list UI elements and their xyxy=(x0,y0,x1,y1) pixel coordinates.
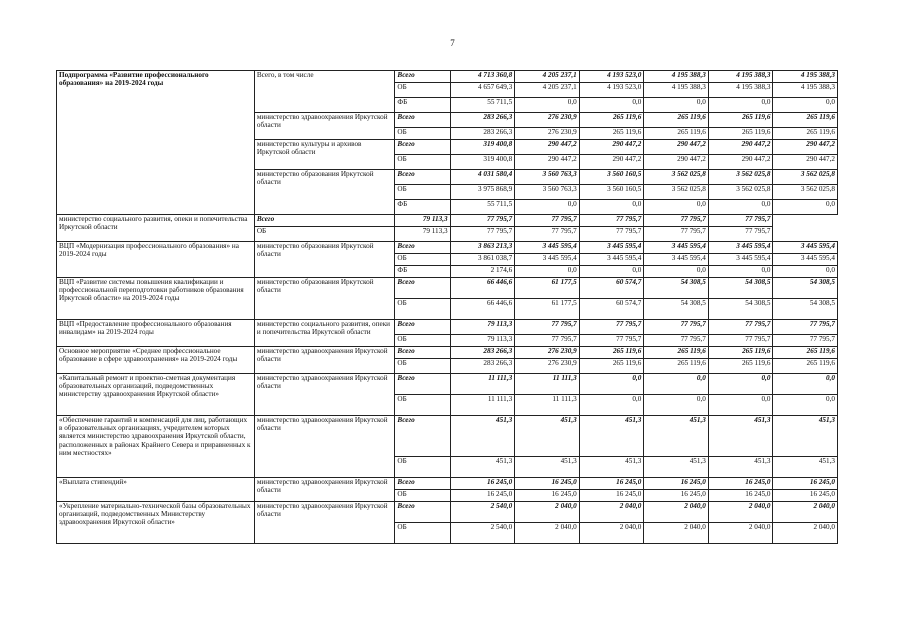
amount-cell: 16 245,0 xyxy=(450,490,515,502)
amount-cell: 54 308,5 xyxy=(708,278,773,299)
amount-cell: 451,3 xyxy=(515,416,580,457)
amount-cell: 79 113,3 xyxy=(395,227,450,242)
amount-cell: 3 445 595,4 xyxy=(579,242,644,254)
amount-cell: 66 446,6 xyxy=(450,278,515,299)
amount-cell: 60 574,7 xyxy=(579,299,644,320)
amount-cell: 54 308,5 xyxy=(773,278,838,299)
responsible-cell: министерство здравоохранения Иркутской области xyxy=(254,347,395,374)
amount-cell: 3 562 025,8 xyxy=(644,185,709,200)
table-row xyxy=(57,242,838,254)
amount-cell: 66 446,6 xyxy=(450,299,515,320)
responsible-cell: министерство социального развития, опеки и попечительства Иркутской области xyxy=(57,215,255,242)
amount-cell: 16 245,0 xyxy=(450,478,515,490)
amount-cell: 265 119,6 xyxy=(579,128,644,140)
funding-source-cell: ФБ xyxy=(395,200,450,215)
funding-source-cell: ОБ xyxy=(395,359,450,374)
amount-cell: 4 031 580,4 xyxy=(450,170,515,185)
amount-cell: 16 245,0 xyxy=(773,478,838,490)
amount-cell: 77 795,7 xyxy=(579,320,644,335)
responsible-cell: министерство образования Иркутской области xyxy=(254,170,395,215)
amount-cell: 290 447,2 xyxy=(644,140,709,155)
amount-cell: 3 861 038,7 xyxy=(450,254,515,266)
amount-cell: 2 040,0 xyxy=(708,502,773,523)
amount-cell: 0,0 xyxy=(644,374,709,395)
amount-cell: 265 119,6 xyxy=(773,347,838,359)
amount-cell: 11 111,3 xyxy=(450,374,515,395)
amount-cell: 4 205 237,1 xyxy=(515,83,580,98)
amount-cell: 0,0 xyxy=(708,395,773,416)
amount-cell: 3 445 595,4 xyxy=(644,254,709,266)
amount-cell: 55 711,5 xyxy=(450,98,515,113)
funding-source-cell: ОБ xyxy=(395,128,450,140)
amount-cell: 2 174,6 xyxy=(450,266,515,278)
amount-cell: 55 711,5 xyxy=(450,200,515,215)
program-name-cell: Основное мероприятие «Среднее профессиональное образование в сфере здравоохранения» на 2019-2024 годы xyxy=(57,347,255,374)
funding-source-cell: ОБ xyxy=(254,227,395,242)
funding-source-cell: ОБ xyxy=(395,395,450,416)
amount-cell: 3 562 025,8 xyxy=(644,170,709,185)
amount-cell: 265 119,6 xyxy=(708,359,773,374)
funding-source-cell: ОБ xyxy=(395,254,450,266)
amount-cell: 0,0 xyxy=(579,395,644,416)
amount-cell: 0,0 xyxy=(708,200,773,215)
amount-cell: 265 119,6 xyxy=(773,113,838,128)
amount-cell: 2 040,0 xyxy=(579,523,644,544)
amount-cell: 16 245,0 xyxy=(579,490,644,502)
funding-source-cell: Всего xyxy=(395,416,450,457)
funding-source-cell: ОБ xyxy=(395,155,450,170)
amount-cell: 3 445 595,4 xyxy=(708,242,773,254)
funding-source-cell: ОБ xyxy=(395,299,450,320)
amount-cell: 3 445 595,4 xyxy=(644,242,709,254)
amount-cell: 0,0 xyxy=(579,98,644,113)
amount-cell: 77 795,7 xyxy=(515,335,580,347)
amount-cell: 290 447,2 xyxy=(708,140,773,155)
amount-cell: 451,3 xyxy=(579,416,644,457)
amount-cell: 0,0 xyxy=(579,200,644,215)
amount-cell: 451,3 xyxy=(450,416,515,457)
program-name-cell: ВЦП «Модернизация профессионального образования» на 2019-2024 годы xyxy=(57,242,255,278)
amount-cell: 3 445 595,4 xyxy=(579,254,644,266)
amount-cell: 4 195 388,3 xyxy=(644,71,709,83)
table-row xyxy=(57,215,838,227)
amount-cell: 276 230,9 xyxy=(515,359,580,374)
amount-cell: 2 040,0 xyxy=(579,502,644,523)
funding-source-cell: Всего xyxy=(395,320,450,335)
amount-cell: 4 193 523,0 xyxy=(579,83,644,98)
funding-source-cell: Всего xyxy=(395,71,450,83)
amount-cell: 283 266,3 xyxy=(450,347,515,359)
amount-cell: 0,0 xyxy=(773,395,838,416)
amount-cell: 319 400,8 xyxy=(450,155,515,170)
amount-cell: 11 111,3 xyxy=(450,395,515,416)
amount-cell: 265 119,6 xyxy=(644,128,709,140)
amount-cell: 319 400,8 xyxy=(450,140,515,155)
funding-source-cell: Всего xyxy=(395,478,450,490)
amount-cell: 290 447,2 xyxy=(644,155,709,170)
table-row xyxy=(57,374,838,395)
amount-cell: 4 657 649,3 xyxy=(450,83,515,98)
amount-cell: 2 040,0 xyxy=(773,523,838,544)
amount-cell: 77 795,7 xyxy=(708,227,773,242)
amount-cell: 0,0 xyxy=(515,200,580,215)
amount-cell: 0,0 xyxy=(708,374,773,395)
amount-cell: 4 195 388,3 xyxy=(644,83,709,98)
program-name-cell: ВЦП «Развитие системы повышения квалификации и профессиональной переподготовки работников образования Иркутской области» на 2019-2024 годы xyxy=(57,278,255,320)
amount-cell: 77 795,7 xyxy=(579,227,644,242)
table-row xyxy=(57,416,838,457)
amount-cell: 265 119,6 xyxy=(579,347,644,359)
amount-cell: 3 445 595,4 xyxy=(515,254,580,266)
funding-source-cell: Всего xyxy=(395,170,450,185)
amount-cell: 2 040,0 xyxy=(644,502,709,523)
program-name-cell: «Выплата стипендий» xyxy=(57,478,255,502)
amount-cell: 11 111,3 xyxy=(515,395,580,416)
amount-cell: 77 795,7 xyxy=(515,227,580,242)
amount-cell: 3 863 213,3 xyxy=(450,242,515,254)
table-row xyxy=(57,478,838,490)
funding-source-cell: Всего xyxy=(395,113,450,128)
amount-cell: 0,0 xyxy=(773,200,838,215)
responsible-cell: министерство здравоохранения Иркутской области xyxy=(254,502,395,544)
amount-cell: 61 177,5 xyxy=(515,278,580,299)
amount-cell: 0,0 xyxy=(773,266,838,278)
amount-cell: 0,0 xyxy=(773,374,838,395)
amount-cell: 0,0 xyxy=(644,266,709,278)
amount-cell: 0,0 xyxy=(515,266,580,278)
amount-cell: 265 119,6 xyxy=(644,113,709,128)
table-row xyxy=(57,502,838,523)
amount-cell: 0,0 xyxy=(773,98,838,113)
amount-cell: 77 795,7 xyxy=(579,335,644,347)
amount-cell: 16 245,0 xyxy=(708,490,773,502)
amount-cell: 451,3 xyxy=(644,416,709,457)
amount-cell: 265 119,6 xyxy=(708,113,773,128)
amount-cell: 77 795,7 xyxy=(515,215,580,227)
amount-cell: 2 540,0 xyxy=(450,502,515,523)
amount-cell: 4 205 237,1 xyxy=(515,71,580,83)
amount-cell: 451,3 xyxy=(579,457,644,478)
amount-cell: 60 574,7 xyxy=(579,278,644,299)
amount-cell: 3 560 160,5 xyxy=(579,170,644,185)
table-row xyxy=(57,320,838,335)
program-name-cell: «Капитальный ремонт и проектно-сметная документация образовательных организаций, подведомственных министерству здравоохранения Иркутской области» xyxy=(57,374,255,416)
amount-cell: 2 540,0 xyxy=(450,523,515,544)
amount-cell: 290 447,2 xyxy=(579,140,644,155)
amount-cell: 265 119,6 xyxy=(644,359,709,374)
program-name-cell: «Обеспечение гарантий и компенсаций для лиц, работающих в образовательных организациях, учредителем которых является министерство здравоохранения Иркутской области, расположенных в районах Крайнего Севера и приравненных к ним местностях» xyxy=(57,416,255,478)
amount-cell: 16 245,0 xyxy=(579,478,644,490)
amount-cell: 11 111,3 xyxy=(515,374,580,395)
amount-cell: 3 445 595,4 xyxy=(515,242,580,254)
amount-cell: 16 245,0 xyxy=(773,490,838,502)
funding-source-cell: ОБ xyxy=(395,523,450,544)
responsible-cell: министерство здравоохранения Иркутской области xyxy=(254,478,395,502)
amount-cell: 54 308,5 xyxy=(773,299,838,320)
amount-cell: 2 040,0 xyxy=(515,502,580,523)
amount-cell: 77 795,7 xyxy=(644,227,709,242)
amount-cell: 2 040,0 xyxy=(644,523,709,544)
amount-cell: 265 119,6 xyxy=(708,128,773,140)
amount-cell: 16 245,0 xyxy=(644,490,709,502)
amount-cell: 0,0 xyxy=(708,98,773,113)
funding-source-cell: ОБ xyxy=(395,490,450,502)
funding-source-cell: ФБ xyxy=(395,98,450,113)
amount-cell: 3 560 763,3 xyxy=(515,170,580,185)
amount-cell: 3 562 025,8 xyxy=(708,170,773,185)
amount-cell: 16 245,0 xyxy=(644,478,709,490)
funding-source-cell: Всего xyxy=(395,502,450,523)
funding-source-cell: Всего xyxy=(395,347,450,359)
amount-cell: 265 119,6 xyxy=(579,113,644,128)
amount-cell: 265 119,6 xyxy=(644,347,709,359)
amount-cell: 0,0 xyxy=(708,266,773,278)
amount-cell: 2 040,0 xyxy=(773,502,838,523)
amount-cell: 77 795,7 xyxy=(579,215,644,227)
amount-cell: 4 195 388,3 xyxy=(708,83,773,98)
amount-cell: 79 113,3 xyxy=(450,335,515,347)
amount-cell: 77 795,7 xyxy=(644,215,709,227)
amount-cell: 77 795,7 xyxy=(773,335,838,347)
amount-cell: 283 266,3 xyxy=(450,359,515,374)
funding-source-cell: ОБ xyxy=(395,185,450,200)
page-number: 7 xyxy=(450,38,455,48)
amount-cell: 77 795,7 xyxy=(708,335,773,347)
responsible-cell: министерство образования Иркутской области xyxy=(254,242,395,278)
responsible-cell: министерство здравоохранения Иркутской области xyxy=(254,416,395,478)
amount-cell: 3 445 595,4 xyxy=(773,254,838,266)
amount-cell: 451,3 xyxy=(708,416,773,457)
responsible-cell: министерство культуры и архивов Иркутской области xyxy=(254,140,395,170)
amount-cell: 79 113,3 xyxy=(450,320,515,335)
amount-cell: 2 040,0 xyxy=(708,523,773,544)
responsible-cell: министерство образования Иркутской области xyxy=(254,278,395,320)
amount-cell: 0,0 xyxy=(515,98,580,113)
amount-cell: 4 193 523,0 xyxy=(579,71,644,83)
amount-cell: 54 308,5 xyxy=(644,278,709,299)
amount-cell: 451,3 xyxy=(644,457,709,478)
amount-cell: 283 266,3 xyxy=(450,113,515,128)
amount-cell: 79 113,3 xyxy=(395,215,450,227)
amount-cell: 77 795,7 xyxy=(450,215,515,227)
funding-source-cell: ОБ xyxy=(395,335,450,347)
funding-source-cell: Всего xyxy=(395,374,450,395)
amount-cell: 3 445 595,4 xyxy=(773,242,838,254)
amount-cell: 77 795,7 xyxy=(773,320,838,335)
amount-cell: 77 795,7 xyxy=(644,320,709,335)
amount-cell: 265 119,6 xyxy=(708,347,773,359)
amount-cell: 290 447,2 xyxy=(515,140,580,155)
amount-cell: 0,0 xyxy=(579,266,644,278)
amount-cell: 265 119,6 xyxy=(773,128,838,140)
amount-cell: 4 195 388,3 xyxy=(708,71,773,83)
funding-source-cell: Всего xyxy=(254,215,395,227)
funding-source-cell: Всего xyxy=(395,278,450,299)
table-row xyxy=(57,278,838,299)
amount-cell: 3 560 763,3 xyxy=(515,185,580,200)
amount-cell: 16 245,0 xyxy=(515,478,580,490)
amount-cell: 3 562 025,8 xyxy=(708,185,773,200)
amount-cell: 54 308,5 xyxy=(644,299,709,320)
amount-cell: 4 195 388,3 xyxy=(773,83,838,98)
amount-cell: 290 447,2 xyxy=(515,155,580,170)
program-name-cell: «Укрепление материально-технической базы образовательных организаций, подведомственных Министерству здравоохранения Иркутской области» xyxy=(57,502,255,544)
amount-cell: 0,0 xyxy=(644,395,709,416)
amount-cell: 290 447,2 xyxy=(773,140,838,155)
responsible-cell: Всего, в том числе xyxy=(254,71,395,113)
amount-cell: 4 713 360,8 xyxy=(450,71,515,83)
responsible-cell: министерство социального развития, опеки и попечительства Иркутской области xyxy=(254,320,395,347)
funding-source-cell: Всего xyxy=(395,242,450,254)
amount-cell: 16 245,0 xyxy=(515,490,580,502)
responsible-cell: министерство здравоохранения Иркутской области xyxy=(254,113,395,140)
program-name-cell: Подпрограмма «Развитие профессионального образования» на 2019-2024 годы xyxy=(57,71,255,215)
amount-cell: 451,3 xyxy=(773,457,838,478)
amount-cell: 3 975 868,9 xyxy=(450,185,515,200)
budget-table xyxy=(56,70,838,544)
amount-cell: 77 795,7 xyxy=(708,320,773,335)
amount-cell: 0,0 xyxy=(644,200,709,215)
funding-source-cell: Всего xyxy=(395,140,450,155)
amount-cell: 290 447,2 xyxy=(773,155,838,170)
amount-cell: 0,0 xyxy=(644,98,709,113)
table-row xyxy=(57,71,838,83)
amount-cell: 3 562 025,8 xyxy=(773,170,838,185)
amount-cell: 77 795,7 xyxy=(450,227,515,242)
amount-cell: 276 230,9 xyxy=(515,128,580,140)
funding-source-cell: ОБ xyxy=(395,457,450,478)
program-name-cell: ВЦП «Предоставление профессионального образования инвалидам» на 2019-2024 годы xyxy=(57,320,255,347)
amount-cell: 4 195 388,3 xyxy=(773,71,838,83)
amount-cell: 3 445 595,4 xyxy=(708,254,773,266)
amount-cell: 3 560 160,5 xyxy=(579,185,644,200)
amount-cell: 451,3 xyxy=(450,457,515,478)
funding-source-cell: ФБ xyxy=(395,266,450,278)
amount-cell: 276 230,9 xyxy=(515,113,580,128)
amount-cell: 54 308,5 xyxy=(708,299,773,320)
amount-cell: 451,3 xyxy=(708,457,773,478)
amount-cell: 265 119,6 xyxy=(773,359,838,374)
amount-cell: 77 795,7 xyxy=(644,335,709,347)
amount-cell: 3 562 025,8 xyxy=(773,185,838,200)
amount-cell: 2 040,0 xyxy=(515,523,580,544)
amount-cell: 290 447,2 xyxy=(579,155,644,170)
amount-cell: 77 795,7 xyxy=(515,320,580,335)
amount-cell: 283 266,3 xyxy=(450,128,515,140)
amount-cell: 77 795,7 xyxy=(708,215,773,227)
table-row xyxy=(57,347,838,359)
funding-source-cell: ОБ xyxy=(395,83,450,98)
amount-cell: 290 447,2 xyxy=(708,155,773,170)
amount-cell: 451,3 xyxy=(773,416,838,457)
budget-table-body xyxy=(57,71,838,544)
amount-cell: 16 245,0 xyxy=(708,478,773,490)
responsible-cell: министерство здравоохранения Иркутской области xyxy=(254,374,395,416)
amount-cell: 0,0 xyxy=(579,374,644,395)
amount-cell: 61 177,5 xyxy=(515,299,580,320)
amount-cell: 276 230,9 xyxy=(515,347,580,359)
amount-cell: 451,3 xyxy=(515,457,580,478)
amount-cell: 265 119,6 xyxy=(579,359,644,374)
